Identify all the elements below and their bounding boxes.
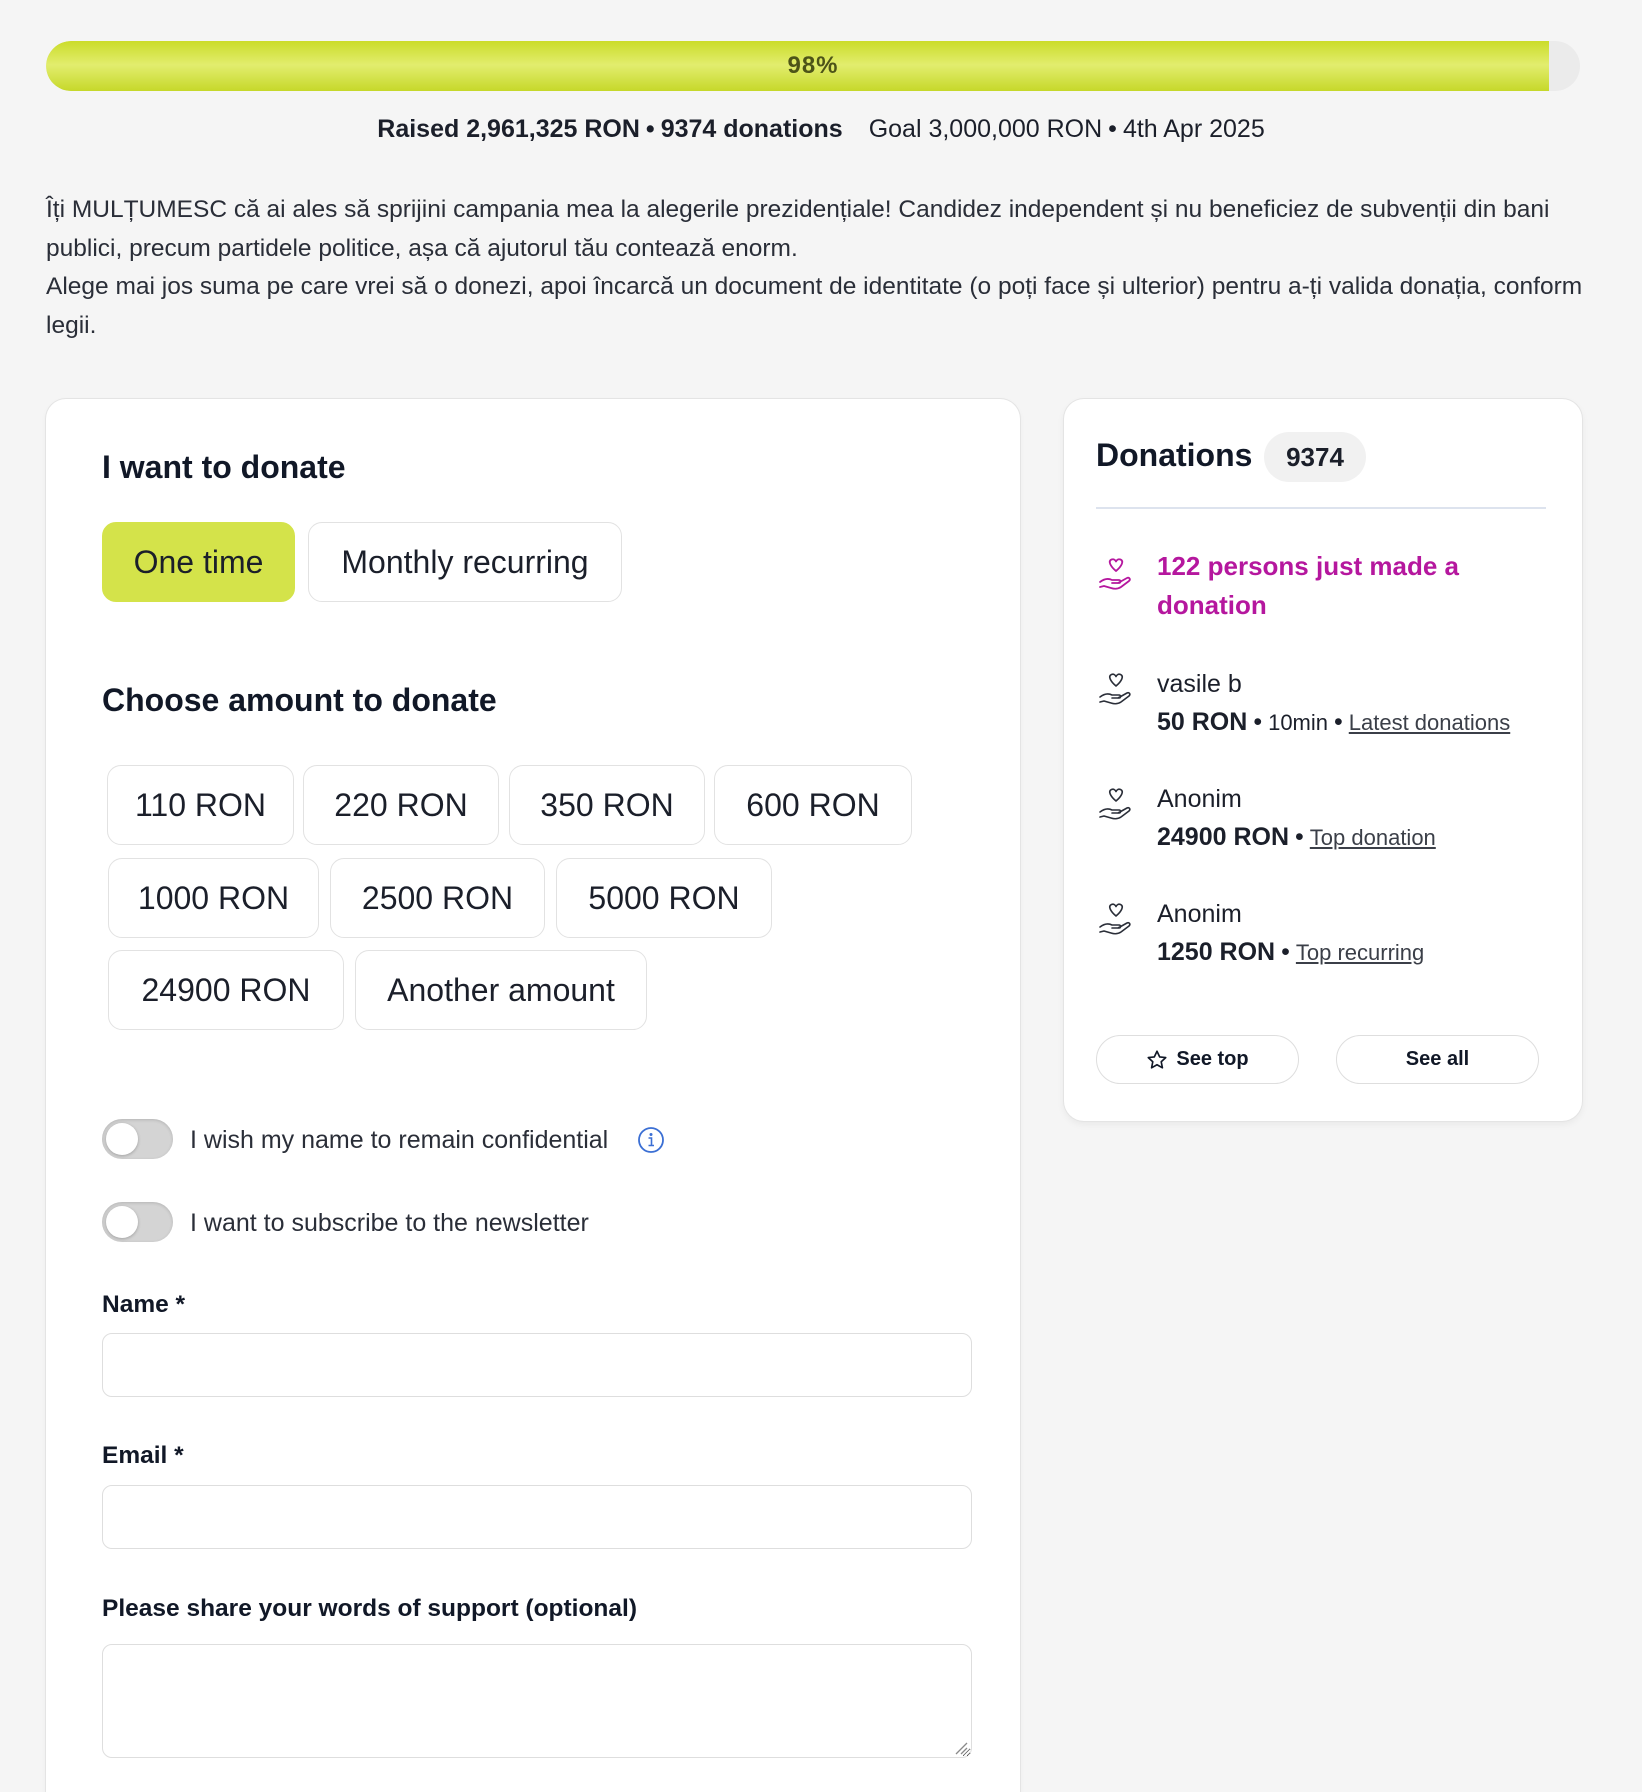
email-label: Email * [102,1442,184,1469]
support-textarea[interactable] [102,1644,972,1758]
newsletter-toggle[interactable] [102,1202,173,1242]
donor-name: Anonim [1157,785,1242,813]
goal-amount: Goal 3,000,000 RON [868,115,1103,143]
name-input[interactable] [102,1333,972,1397]
stats-separator-2: • [1108,115,1117,143]
progress-percent: 98% [787,52,839,79]
donation-amount: 50 RON [1157,708,1248,736]
intro-paragraph-2: Alege mai jos suma pe care vrei să o donezi, apoi încarcă un document de identitate (o poți face și ulterior) pentru a-ți valida donația, conform legii. [46,273,1583,339]
donation-meta [1157,938,1424,967]
campaign-stats [0,115,1642,144]
info-icon[interactable] [637,1126,665,1154]
donation-count: 9374 donations [660,115,843,143]
top-recurring-link[interactable]: Top recurring [1295,940,1425,965]
amount-heading: Choose amount to donate [102,682,497,718]
see-top-button[interactable] [1096,1035,1299,1084]
toggle-knob [106,1123,138,1155]
donor-name: vasile b [1157,670,1242,698]
donations-count-badge: 9374 [1264,432,1366,482]
donation-amount: 1250 RON [1157,938,1276,966]
amount-button-110[interactable]: 110 RON [107,765,294,845]
hand-heart-icon [1096,785,1136,825]
recent-donations-highlight: 122 persons just made a donation [1157,551,1460,620]
resize-grip-icon[interactable] [952,1739,968,1755]
meta-separator: • [1295,823,1304,851]
meta-separator: • [1253,708,1263,736]
intro-paragraph-1: Îți MULȚUMESC că ai ales să sprijini campania mea la alegerile prezidențiale! Candidez independent și nu beneficiez de subvenții din bani publici, precum partidele politice, așa că ajutorul tău contează enorm. [46,196,1550,262]
star-icon [1146,1049,1168,1071]
donation-meta [1157,823,1436,852]
donation-time: 10min [1268,710,1328,735]
goal-date: 4th Apr 2025 [1122,115,1265,143]
see-top-label: See top [1176,1048,1249,1070]
donate-heading: I want to donate [102,449,346,485]
donation-meta [1157,708,1510,737]
name-label: Name * [102,1291,186,1318]
toggle-knob [106,1206,138,1238]
hand-heart-icon [1096,555,1136,595]
hand-heart-icon [1096,900,1136,940]
hand-heart-icon [1096,670,1136,710]
divider [1096,507,1546,509]
amount-button-220[interactable]: 220 RON [303,765,499,845]
confidential-label: I wish my name to remain confidential [190,1126,609,1154]
amount-button-350[interactable]: 350 RON [509,765,705,845]
donor-name: Anonim [1157,900,1242,928]
confidential-toggle[interactable] [102,1119,173,1159]
amount-button-24900[interactable]: 24900 RON [108,950,344,1030]
donations-card [1064,399,1582,1121]
see-all-button[interactable] [1336,1035,1539,1084]
meta-separator: • [1281,938,1290,966]
donations-heading: Donations [1096,437,1253,473]
donation-amount: 24900 RON [1157,823,1290,851]
newsletter-label: I want to subscribe to the newsletter [190,1209,589,1237]
see-all-label: See all [1405,1048,1470,1070]
monthly-recurring-button[interactable]: Monthly recurring [308,522,622,602]
donation-form-card [46,399,1020,1792]
one-time-button[interactable]: One time [102,522,295,602]
another-amount-button[interactable]: Another amount [355,950,647,1030]
goal-progress-bar [46,41,1580,91]
intro-text [46,191,1596,345]
raised-amount: Raised 2,961,325 RON [377,115,640,143]
meta-separator: • [1334,708,1343,736]
top-donation-link[interactable]: Top donation [1309,825,1436,850]
amount-button-1000[interactable]: 1000 RON [108,858,319,938]
email-input[interactable] [102,1485,972,1549]
amount-button-600[interactable]: 600 RON [714,765,912,845]
stats-separator: • [645,115,655,143]
latest-donations-link[interactable]: Latest donations [1348,710,1511,735]
support-label: Please share your words of support (optional) [102,1595,637,1622]
amount-button-2500[interactable]: 2500 RON [330,858,545,938]
amount-button-5000[interactable]: 5000 RON [556,858,772,938]
